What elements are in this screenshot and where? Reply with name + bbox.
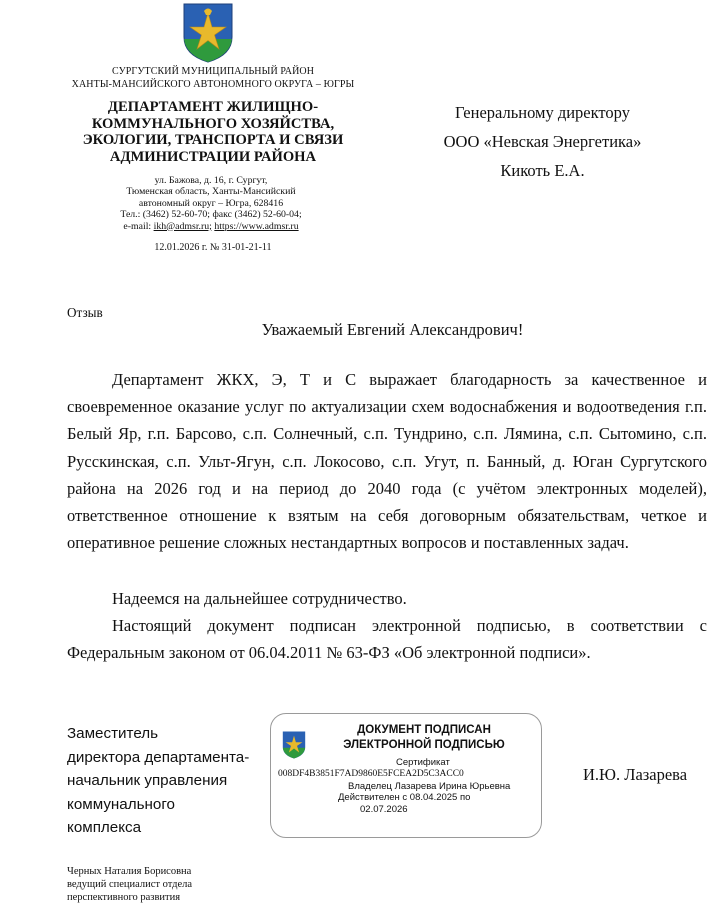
document-type: Отзыв (67, 305, 103, 320)
electronic-signature-stamp (270, 713, 542, 838)
body-paragraph-2: Надеемся на дальнейшее сотрудничество. (112, 589, 407, 608)
department-name: ДЕПАРТАМЕНТ ЖИЛИЩНО- КОММУНАЛЬНОГО ХОЗЯЙСТВА, ЭКОЛОГИИ, ТРАНСПОРТА И СВЯЗИ АДМИНИСТРАЦИИ РАЙОНА (82, 99, 344, 165)
stamp-title: ДОКУМЕНТ ПОДПИСАН ЭЛЕКТРОННОЙ ПОДПИСЬЮ (343, 724, 505, 751)
coat-of-arms-emblem-icon (183, 3, 233, 63)
registration-number: 12.01.2026 г. № 31-01-21-11 (154, 242, 272, 253)
department-address: ул. Бажова, д. 16, г. Сургут, Тюменская область, Ханты-Мансийский автономный округ – Югра, 628416 Тел.: (3462) 52-60-70; факс (3462) 52-60-04; e-mail: ikh@admsr.ru; https://www.admsr.ru (120, 175, 302, 232)
signer-position: Заместитель директора департамента- начальник управления коммунального комплекса (67, 725, 250, 836)
website-link[interactable]: https://www.admsr.ru (214, 220, 299, 232)
email-link[interactable]: ikh@admsr.ru; (153, 220, 212, 232)
body-paragraph-1: Департамент ЖКХ, Э, Т и С выражает благодарность за качественное и своевременное оказание услуг по актуализации схем водоснабжения и водоотведения г.п. Белый Яр, г.п. Барсово, с.п. Солнечный, с.п. Тундрино, с.п. Лямина, с.п. Сытомино, с.п. Русскинская, с.п. Ульт-Ягун, с.п. Локосово, с.п. Угут, п. Банный, д. Юган Сургутского района на 2026 год и на период до 2040 года (с учётом электронных моделей), ответственное отношение к взятым на себя договорным обязательствам, четкое и оперативное решение сложных нестандартных вопросов и поставленных задач. (67, 370, 707, 553)
greeting: Уважаемый Евгений Александрович! (261, 320, 524, 339)
stamp-emblem-icon (282, 731, 306, 759)
district-name: СУРГУТСКИЙ МУНИЦИПАЛЬНЫЙ РАЙОН ХАНТЫ-МАНСИЙСКОГО АВТОНОМНОГО ОКРУГА – ЮГРЫ (71, 66, 355, 90)
certificate-id: 008DF4B3851F7AD9860E5FCEA2D5C3ACC0 (278, 768, 464, 779)
recipient-block: Генеральному директору ООО «Невская Энергетика» Кикоть Е.А. (443, 103, 642, 180)
body-paragraph-3: Настоящий документ подписан электронной подписью, в соответствии с Федеральным законом от 06.04.2011 № 63-ФЗ «Об электронной подписи». (67, 616, 707, 663)
signer-name: И.Ю. Лазарева (583, 765, 688, 784)
executor-info: Черных Наталия Борисовна ведущий специалист отдела перспективного развития (67, 866, 193, 903)
stamp-details: Сертификат 008DF4B3851F7AD9860E5FCEA2D5C3ACC0 Владелец Лазарева Ирина Юрьевна Действителен с 08.04.2025 по 02.07.2026 (271, 757, 543, 816)
